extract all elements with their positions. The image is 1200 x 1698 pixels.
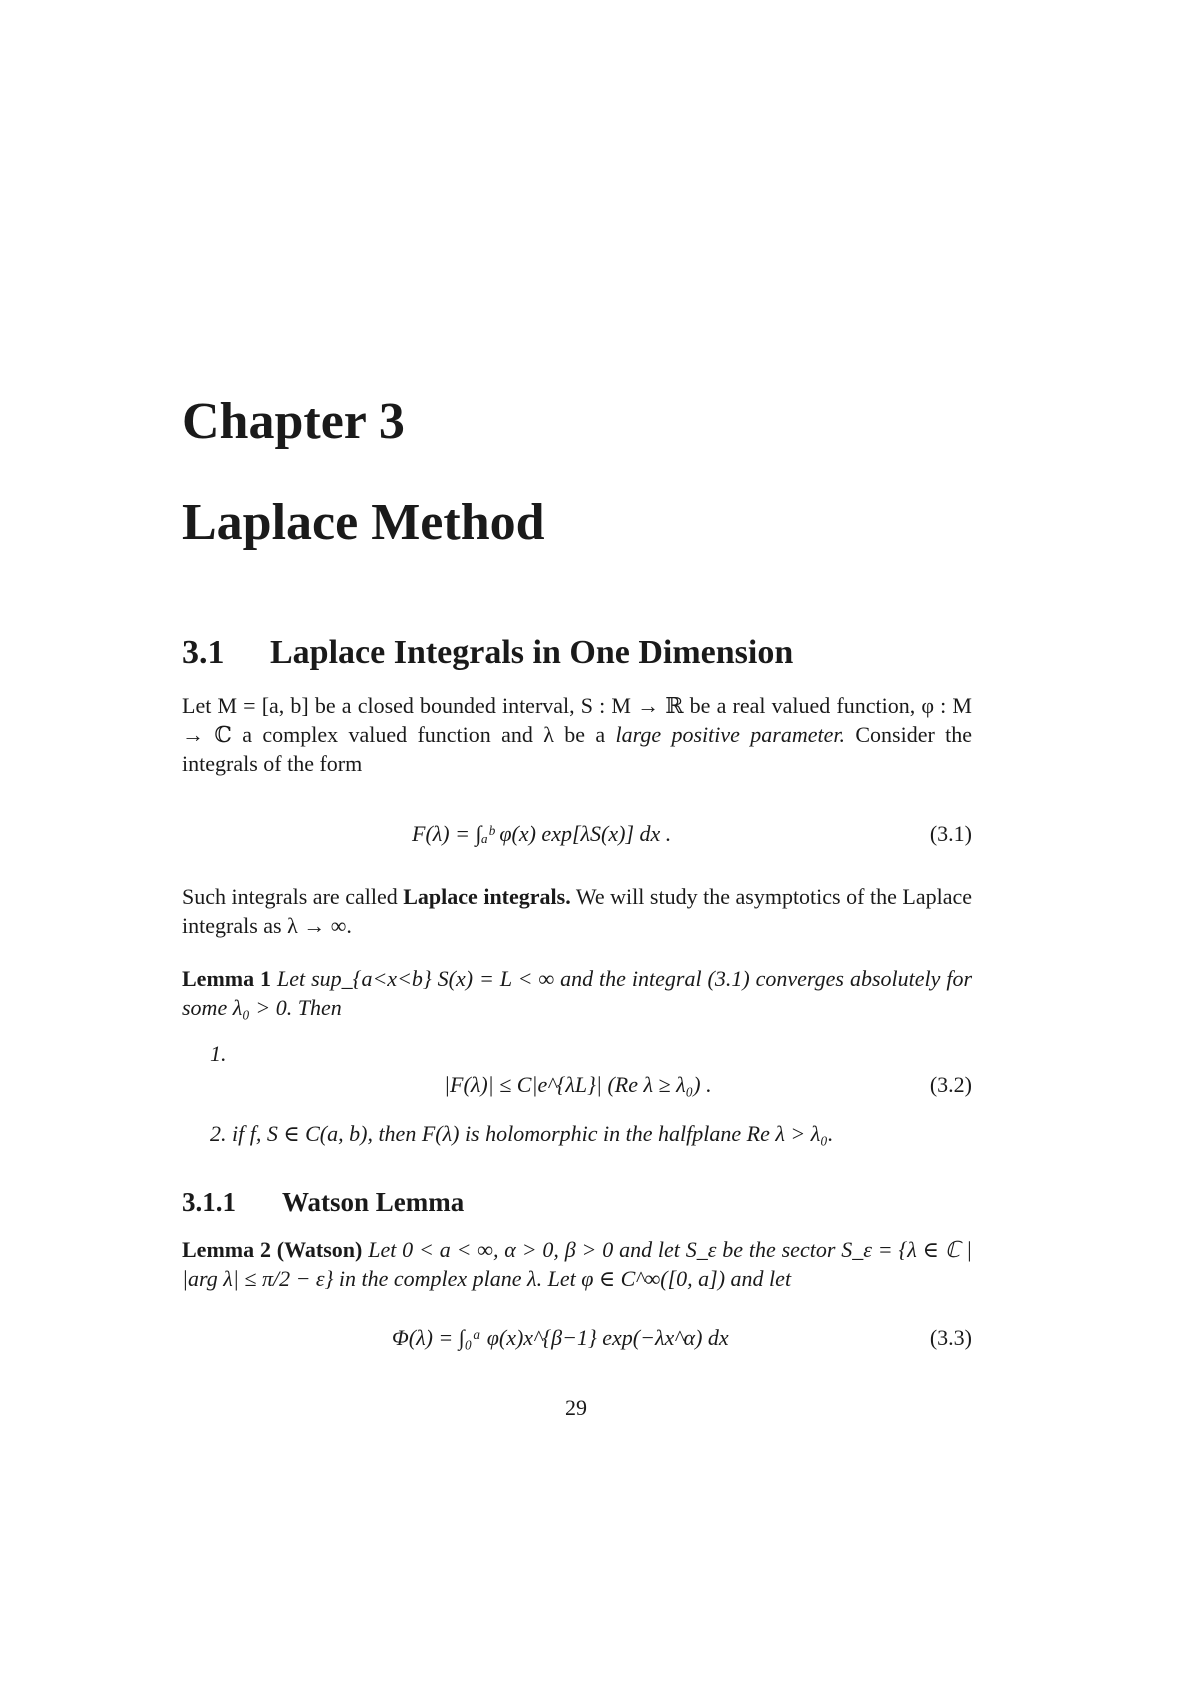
lemma-2-label: Lemma 2 (Watson): [182, 1237, 363, 1262]
lemma-1: [182, 964, 972, 1022]
lemma-1-item-1-marker: 1.: [210, 1041, 227, 1066]
lemma-2: [182, 1235, 972, 1293]
subsection-title: Watson Lemma: [282, 1187, 465, 1217]
chapter-label: Chapter 3: [182, 393, 405, 450]
lemma-2-statement: Let 0 < a < ∞, α > 0, β > 0 and let S_ε be the sector S_ε = {λ ∈ ℂ | |arg λ| ≤ π/2 − ε} in the complex plane λ. Let φ ∈ C^∞([0, a]) and let: [182, 1237, 973, 1291]
intro-tail: Consider the integrals of the form: [182, 722, 973, 776]
equation-3-3: Φ(λ) = ∫₀ᵃ φ(x)x^{β−1} exp(−λx^α) dx: [392, 1325, 729, 1350]
intro-emphasis: large positive parameter.: [615, 722, 845, 747]
p2-text-a: Such integrals are called: [182, 884, 398, 909]
equation-3-2: |F(λ)| ≤ C|e^{λL}| (Re λ ≥ λ₀) .: [444, 1072, 712, 1097]
laplace-definition-paragraph: [182, 882, 972, 940]
equation-3-1: F(λ) = ∫ₐᵇ φ(x) exp[λS(x)] dx .: [412, 821, 672, 846]
lemma-1-statement: Let sup_{a<x<b} S(x) = L < ∞ and the integral (3.1) converges absolutely for some λ₀ > 0. Then: [182, 966, 973, 1020]
section-heading: [182, 636, 793, 670]
lemma-1-label: Lemma 1: [182, 966, 272, 991]
p2-term: Laplace integrals.: [403, 884, 571, 909]
lemma-1-item-2: 2. if f, S ∈ C(a, b), then F(λ) is holomorphic in the halfplane Re λ > λ₀.: [210, 1121, 834, 1146]
subsection-heading: [182, 1189, 464, 1216]
section-title: Laplace Integrals in One Dimension: [270, 634, 794, 671]
chapter-title: Laplace Method: [182, 494, 545, 551]
page-number: 29: [565, 1395, 587, 1420]
subsection-number: 3.1.1: [182, 1187, 236, 1217]
intro-text: Let M = [a, b] be a closed bounded interval, S : M → ℝ be a real valued function, φ : M → ℂ a complex valued function and λ be a: [182, 693, 972, 747]
intro-paragraph: [182, 691, 972, 778]
equation-number-3-1: (3.1): [929, 821, 972, 846]
equation-number-3-3: (3.3): [929, 1325, 972, 1350]
section-number: 3.1: [182, 634, 225, 671]
equation-number-3-2: (3.2): [929, 1072, 972, 1097]
p2-text-c: We will study the asymptotics of the Laplace integrals as λ → ∞.: [182, 884, 973, 938]
